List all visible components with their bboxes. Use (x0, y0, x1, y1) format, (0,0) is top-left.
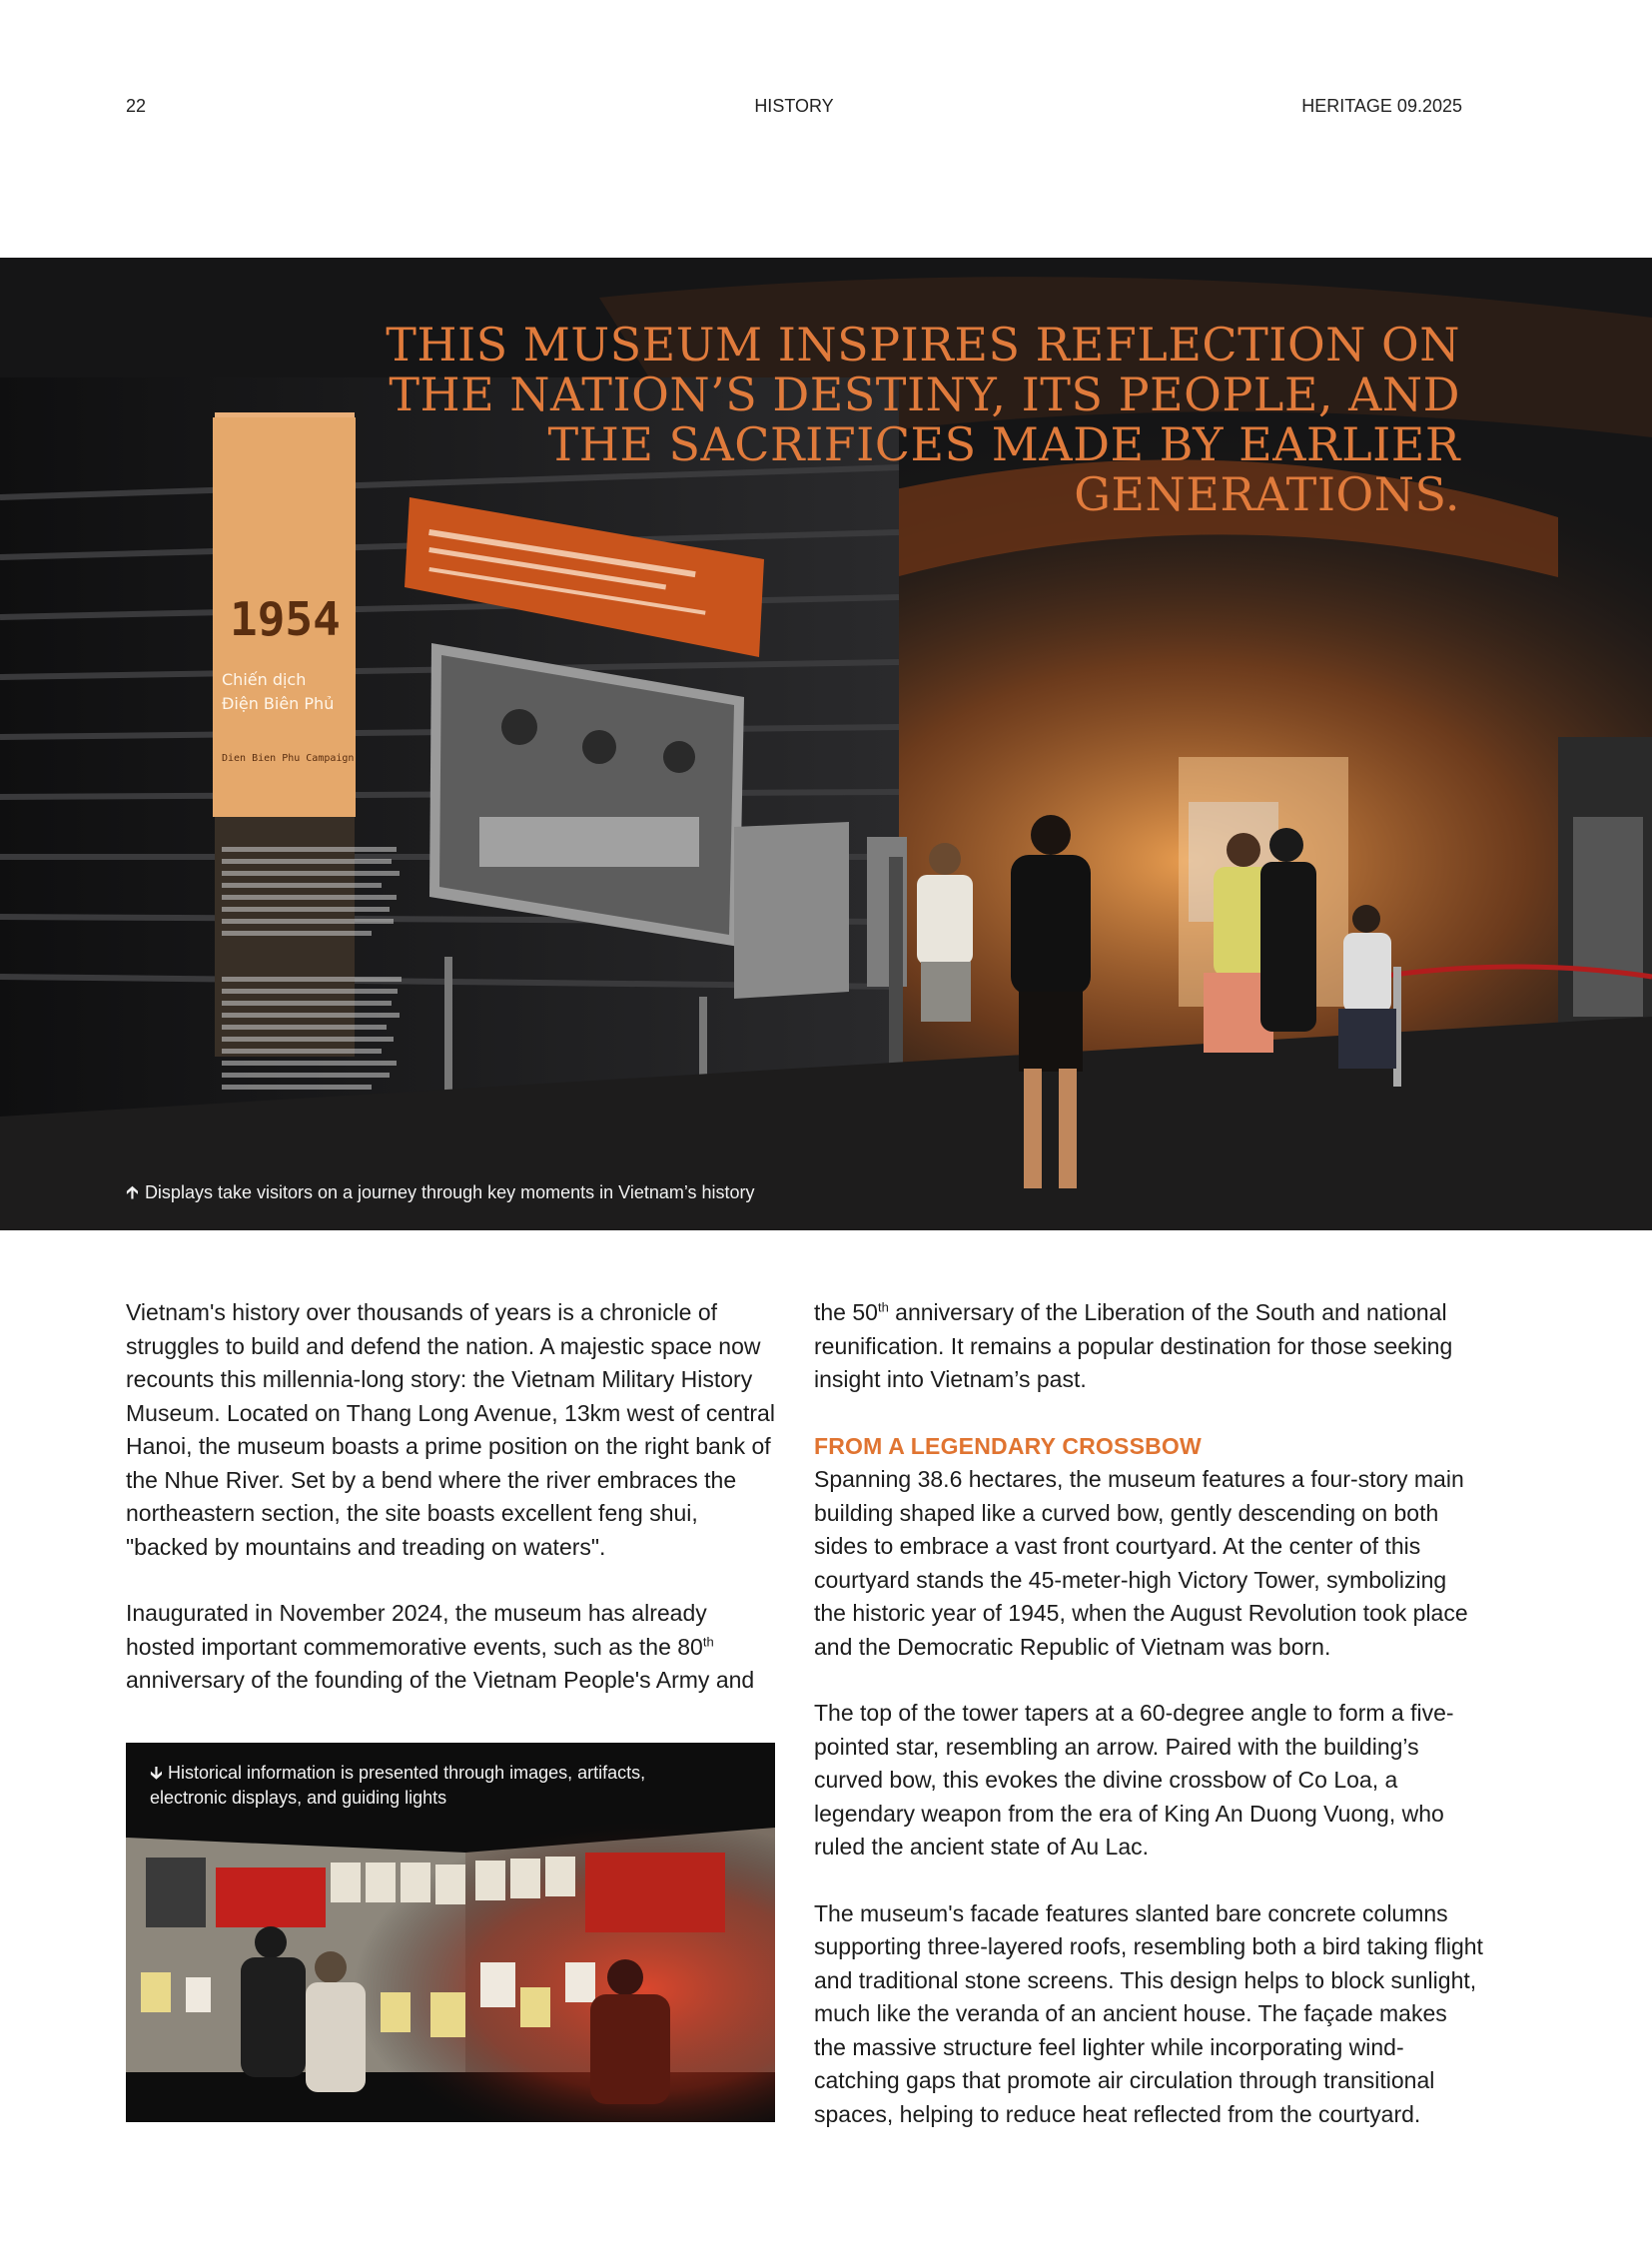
paragraph-text: anniversary of the founding of the Vietnam People's Army and (126, 1667, 755, 1693)
paragraph (814, 1296, 1483, 1397)
paragraph (126, 1597, 775, 1698)
section-label: HISTORY (754, 96, 834, 116)
pull-quote: THIS MUSEUM INSPIRES REFLECTION ON THE NATION’S DESTINY, ITS PEOPLE, AND THE SACRIFICES MADE BY EARLIER GENERATIONS. (386, 318, 1460, 521)
arrow-up-icon: 🡱 (126, 1182, 139, 1202)
photo2-caption (150, 1761, 709, 1811)
sign-year: 1954 (230, 592, 341, 646)
arrow-down-icon: 🡳 (150, 1763, 163, 1783)
paragraph: Spanning 38.6 hectares, the museum features a four-story main building shaped like a curved bow, gently descending on both sides to embrace a vast front courtyard. At the center of this courtyard stands the 45-meter-high Victory Tower, symbolizing the historic year of 1945, when the August Revolution took place and the Democratic Republic of Vietnam was born. (814, 1466, 1468, 1660)
paragraph-text: anniversary of the Liberation of the South and national reunification. It remains a popular destination for those seeking insight into Vietnam’s past. (814, 1299, 1453, 1392)
page-number: 22 (126, 96, 147, 116)
sign-title-line2: Điện Biên Phủ (222, 694, 335, 713)
sign-title-line1: Chiến dịch (222, 670, 307, 689)
hero-caption-text: Displays take visitors on a journey through key moments in Vietnam’s history (144, 1182, 755, 1202)
article-column-right (814, 1296, 1483, 2164)
paragraph: The top of the tower tapers at a 60-degree angle to form a five-pointed star, resembling an arrow. Paired with the building’s curved bow, this evokes the divine crossbow of Co Loa, a legendary weapon from the era of King An Duong Vuong, who ruled the ancient state of Au Lac. (814, 1700, 1454, 1860)
secondary-photo (126, 1743, 775, 2122)
ordinal-suffix: th (877, 1299, 889, 1315)
paragraph: Vietnam's history over thousands of years is a chronicle of struggles to build and defend the nation. A majestic space now recounts this millennia-long story: the Vietnam Military History Museum. Located on Thang Long Avenue, 13km west of central Hanoi, the museum boasts a prime position on the right bank of the Nhue River. Set by a bend where the river embraces the northeastern section, the site boasts excellent feng shui, "backed by mountains and treading on waters". (126, 1299, 775, 1560)
paragraph-text: the 50 (814, 1299, 878, 1325)
hero-caption (126, 1180, 755, 1210)
paragraph: The museum's facade features slanted bare concrete columns supporting three-layered roofs, resembling both a bird taking flight and traditional stone screens. This design helps to block sunlight, much like the veranda of an ancient house. The façade makes the massive structure feel lighter while incorporating wind-catching gaps that promote air circulation through transitional spaces, helping to reduce heat reflected from the courtyard. (814, 1899, 1483, 2127)
paragraph-text: Inaugurated in November 2024, the museum has already hosted important commemorative events, such as the 80 (126, 1600, 707, 1660)
ordinal-suffix: th (702, 1633, 714, 1649)
section-subhead: FROM A LEGENDARY CROSSBOW (814, 1432, 1202, 1459)
article-column-left (126, 1296, 775, 1731)
photo2-caption-text: Historical information is presented through images, artifacts, electronic displays, and guiding lights (150, 1763, 646, 1808)
hero-photo (0, 258, 1652, 1230)
sign-subtitle: Dien Bien Phu Campaign (222, 753, 355, 764)
running-header (126, 96, 1462, 120)
issue-label: HERITAGE 09.2025 (1301, 96, 1462, 116)
